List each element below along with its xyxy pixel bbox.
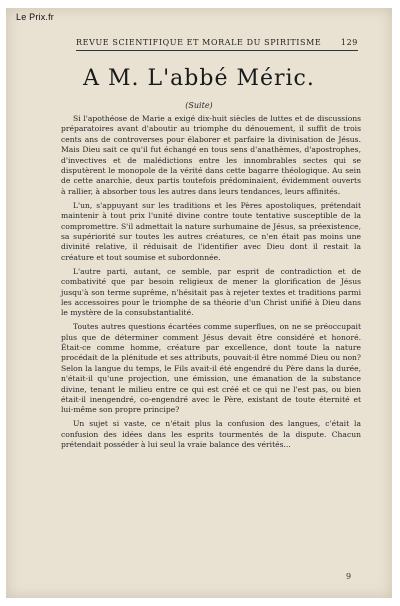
- running-header: [76, 38, 376, 47]
- signature-mark: 9: [346, 572, 352, 581]
- source-watermark: Le Prix.fr: [16, 12, 55, 22]
- paragraph: L'un, s'appuyant sur les traditions et les Pères apostoliques, prétendait maintenir à tout prix l'unité divine contre toute tentative susceptible de la compromettre. S'il admettait la nature surhumaine de Jésus, sa préexistence, sa supériorité sur toutes les autres créatures, ce n'en était pas moins une divinité relative, il réduisait de l'identifier avec Dieu dont il restait la créature et tout soumise et subordonnée.: [61, 200, 361, 262]
- article-subtitle: (Suite): [185, 101, 213, 110]
- scanned-page: [6, 8, 392, 598]
- header-rule: [76, 50, 358, 51]
- paragraph: L'autre parti, autant, ce semble, par esprit de contradiction et de combativité que par besoin religieux de mener la glorification de Jésus jusqu'à son terme suprême, n'hésitait pas à rejeter textes et traditions parmi les accessoires pour le triomphe de sa théorie d'un Christ unifié à Dieu dans le mystère de la consubstantialité.: [61, 266, 361, 318]
- paragraph: Un sujet si vaste, ce n'était plus la confusion des langues, c'était la confusion des idées dans les esprits tourmentés de la dispute. Chacun prétendait posséder à lui seul la vraie balance des vérités...: [61, 419, 361, 450]
- article-title: A M. L'abbé Méric.: [83, 66, 315, 91]
- paragraph: Si l'apothéose de Marie a exigé dix-huit siècles de luttes et de discussions préparatoires avant d'aboutir au triomphe du dénouement, il suffit de trois cents ans de controverses pour élaborer et parfaire la divinisation de Jésus. Mais Dieu sait ce qu'il fut échangé en tous sens d'anathèmes, d'apostrophes, d'invectives et de malédictions entre les innombrables sectes qui se disputèrent le monopole de la vérité dans cette bagarre théologique. Au sein de cette anarchie, deux partis toutefois prédominaient, évidemment ouverts à rallier, à absorber tous les autres dans leurs tendances, leurs affinités.: [61, 114, 361, 196]
- page-number: 129: [340, 38, 358, 47]
- article-body: [61, 114, 361, 454]
- running-title: REVUE SCIENTIFIQUE ET MORALE DU SPIRITISME: [76, 38, 322, 47]
- paragraph: Toutes autres questions écartées comme superflues, on ne se préoccupait plus que de déterminer comment Jésus devait être considéré et honoré. Était-ce comme homme, créature par excellence, dont toute la nature procédait de la plénitude et ses attributs, pouvait-il être nommé Dieu ou non? Selon la langue du temps, le Fils avait-il été engendré du Père dans la durée, n'était-il qu'une projection, une émission, une émanation de la substance divine, tenant le milieu entre ce qui est créé et ce qui ne l'est pas, ou bien était-il inengendré, co-engendré avec le Père, existant de toute éternité et lui-même son propre principe?: [61, 322, 361, 415]
